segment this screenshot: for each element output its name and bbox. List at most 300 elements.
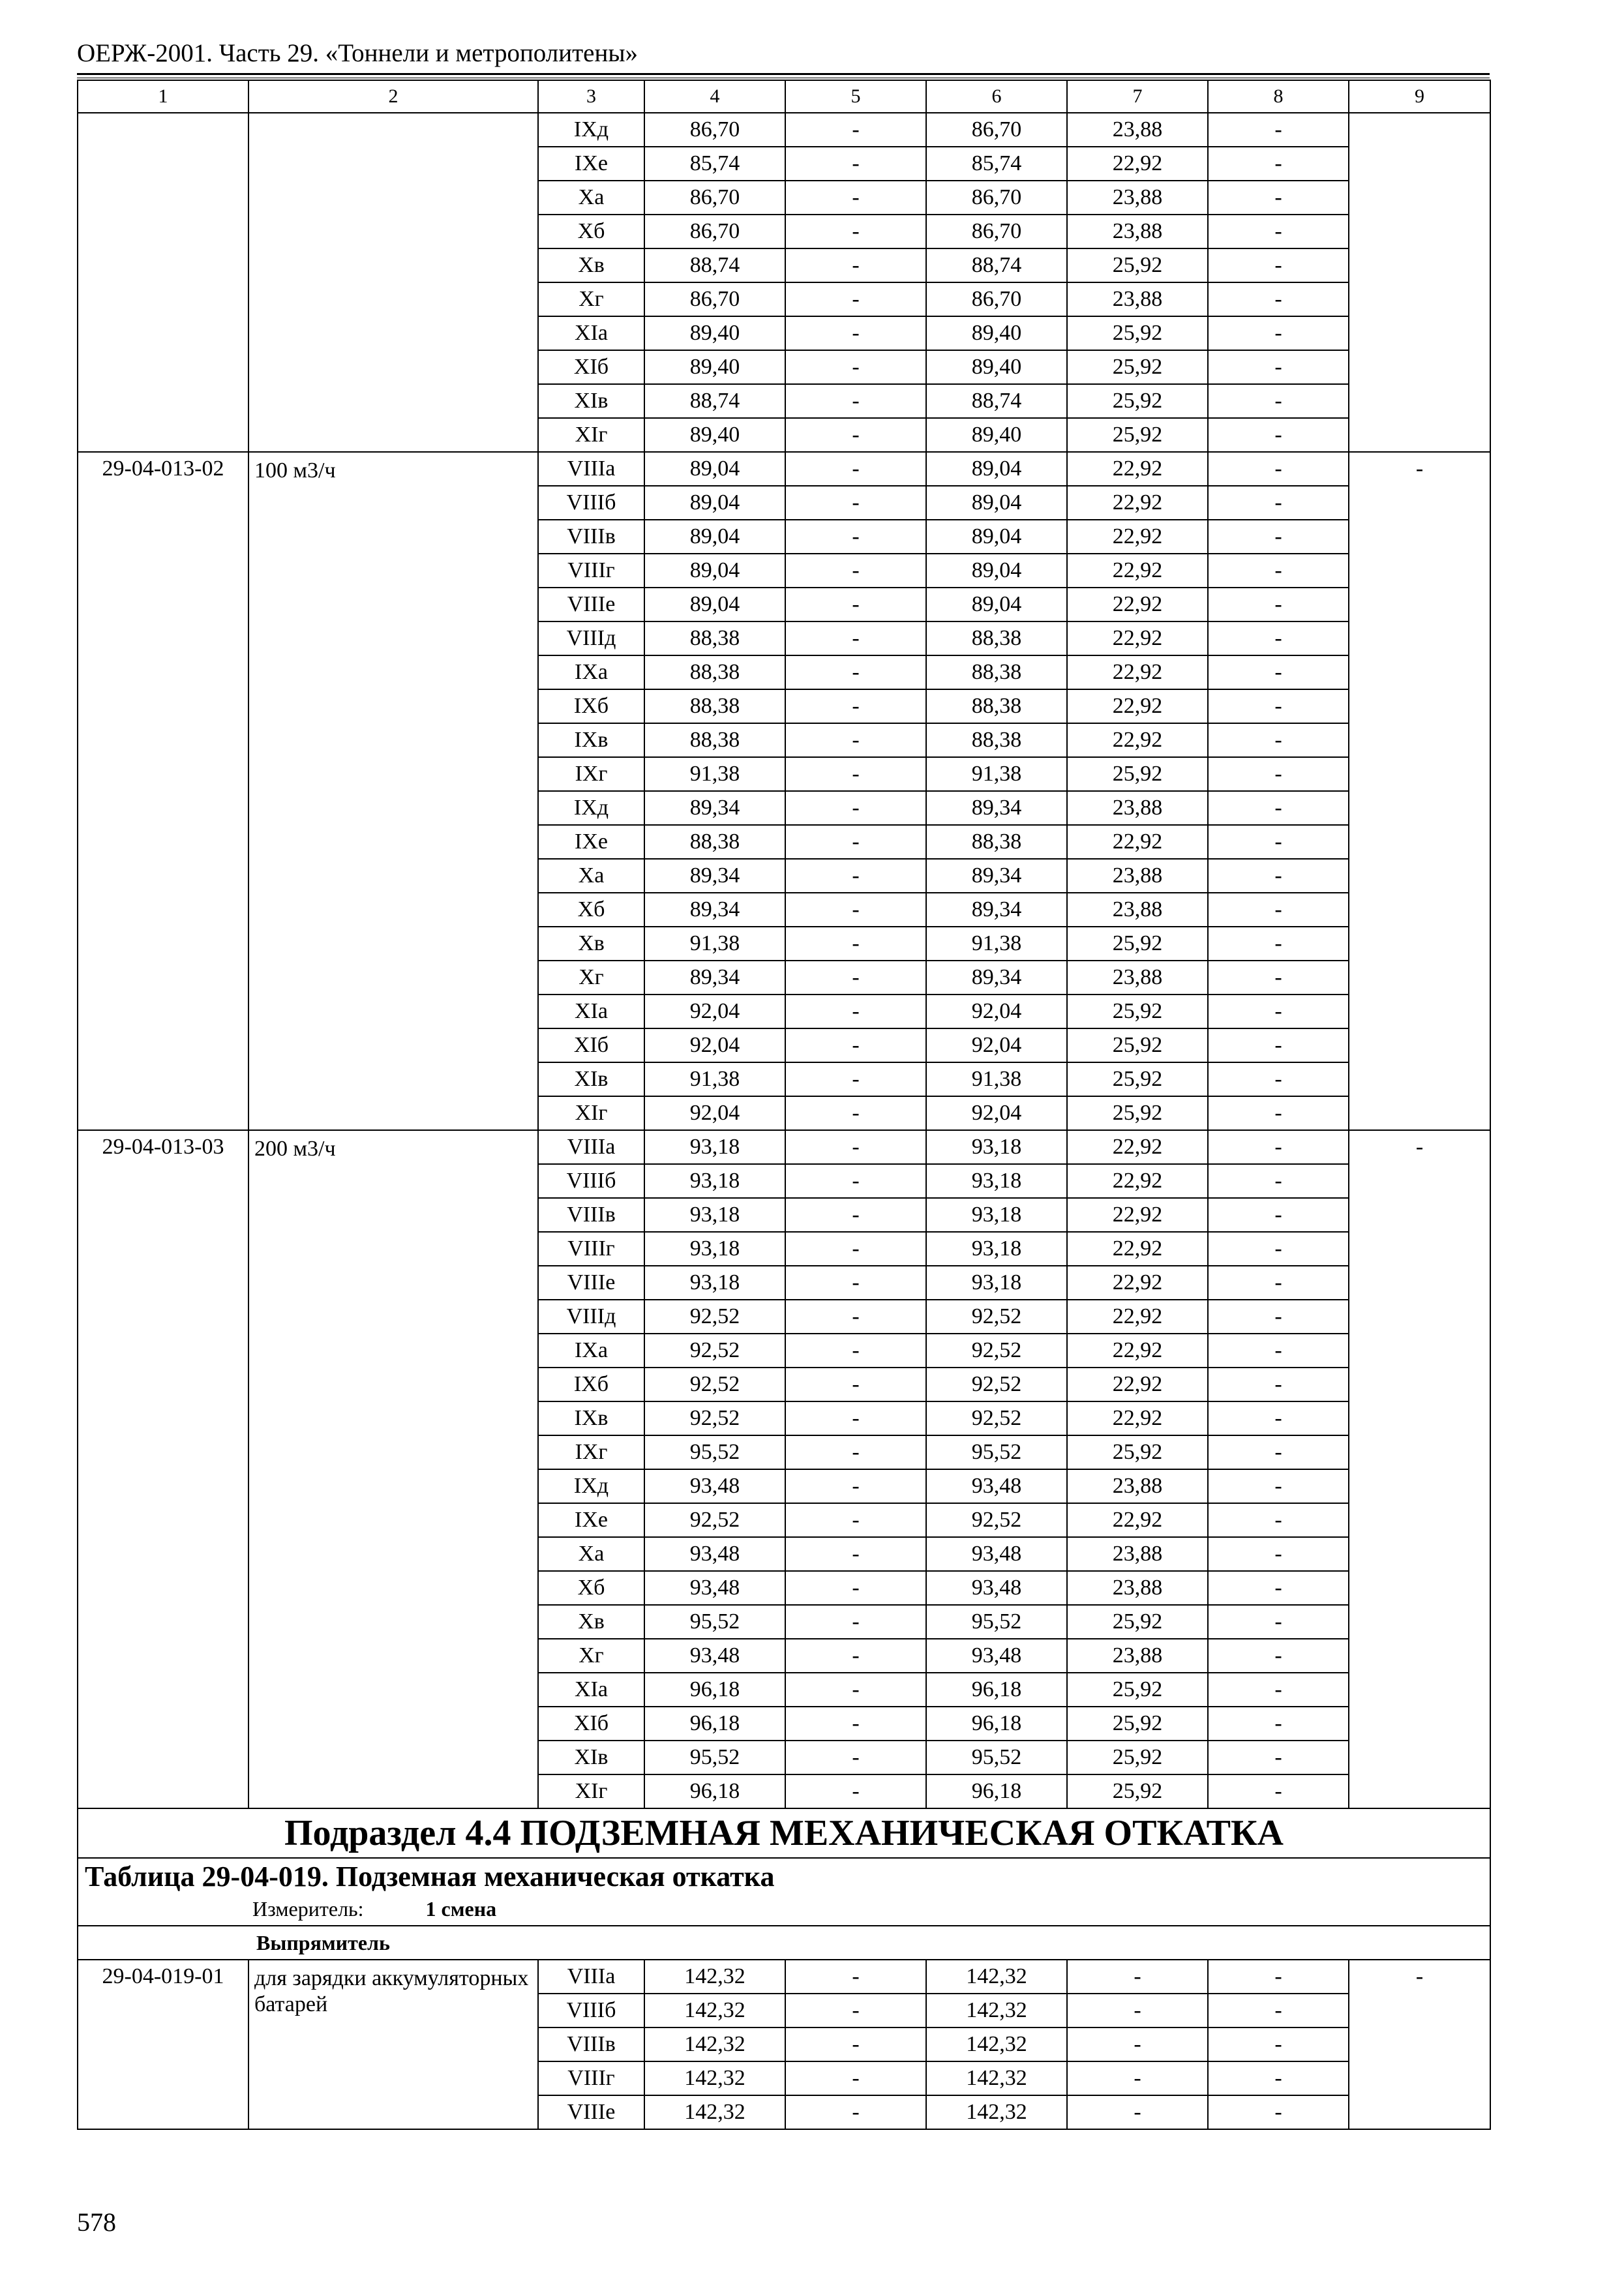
zone-cell: XIг [538, 1096, 644, 1130]
price-cell: 96,18 [644, 1673, 785, 1707]
price-cell: 89,40 [644, 316, 785, 350]
col7-cell: 22,92 [1067, 689, 1208, 723]
col8-cell: - [1208, 1469, 1349, 1503]
zone-cell: VIIIе [538, 2095, 644, 2129]
price-cell: 88,38 [644, 655, 785, 689]
col5-cell: - [785, 282, 926, 316]
col7-cell: 22,92 [1067, 1266, 1208, 1300]
price-cell: 92,52 [644, 1503, 785, 1537]
col6-cell: 142,32 [926, 2027, 1067, 2061]
col5-cell: - [785, 1605, 926, 1639]
zone-cell: Xг [538, 961, 644, 995]
col6-cell: 88,38 [926, 621, 1067, 655]
col8-cell: - [1208, 1164, 1349, 1198]
col6-cell: 91,38 [926, 927, 1067, 961]
price-cell: 96,18 [644, 1774, 785, 1808]
zone-cell: VIIIа [538, 1130, 644, 1164]
col5-cell: - [785, 2095, 926, 2129]
price-cell: 88,38 [644, 689, 785, 723]
col6-cell: 95,52 [926, 1741, 1067, 1774]
price-cell: 95,52 [644, 1435, 785, 1469]
col8-cell: - [1208, 1571, 1349, 1605]
col7-cell: 22,92 [1067, 1334, 1208, 1368]
col5-cell: - [785, 995, 926, 1028]
table-row [78, 1960, 1490, 1994]
col6-cell: 88,74 [926, 384, 1067, 418]
price-cell: 89,40 [644, 350, 785, 384]
col6-cell: 96,18 [926, 1673, 1067, 1707]
col6-cell: 93,48 [926, 1639, 1067, 1673]
price-cell: 86,70 [644, 113, 785, 147]
column-number-cell: 5 [785, 80, 926, 113]
price-cell: 88,38 [644, 825, 785, 859]
col7-cell: 23,88 [1067, 859, 1208, 893]
price-cell: 93,18 [644, 1266, 785, 1300]
column-number-cell: 7 [1067, 80, 1208, 113]
col6-cell: 88,38 [926, 723, 1067, 757]
col6-cell: 92,04 [926, 995, 1067, 1028]
name-cell: 100 м3/ч [248, 452, 538, 1130]
zone-cell: Xв [538, 248, 644, 282]
zone-cell: Xа [538, 1537, 644, 1571]
price-cell: 92,04 [644, 1096, 785, 1130]
col6-cell: 88,38 [926, 655, 1067, 689]
price-cell: 89,34 [644, 961, 785, 995]
col8-cell: - [1208, 215, 1349, 248]
zone-cell: XIа [538, 1673, 644, 1707]
price-cell: 88,38 [644, 723, 785, 757]
col7-cell: - [1067, 2095, 1208, 2129]
col7-cell: - [1067, 2027, 1208, 2061]
col7-cell: 25,92 [1067, 248, 1208, 282]
zone-cell: VIIIв [538, 2027, 644, 2061]
col7-cell: - [1067, 2061, 1208, 2095]
col6-cell: 93,18 [926, 1130, 1067, 1164]
col8-cell: - [1208, 1062, 1349, 1096]
col6-cell: 92,52 [926, 1300, 1067, 1334]
zone-cell: Xб [538, 215, 644, 248]
col5-cell: - [785, 520, 926, 554]
code-cell: 29-04-013-03 [78, 1130, 248, 1808]
zone-cell: VIIIб [538, 1164, 644, 1198]
price-cell: 89,04 [644, 452, 785, 486]
col9-cell [1349, 113, 1490, 452]
col7-cell: 23,88 [1067, 282, 1208, 316]
col7-cell: 25,92 [1067, 1673, 1208, 1707]
col7-cell: 23,88 [1067, 1639, 1208, 1673]
price-cell: 92,04 [644, 995, 785, 1028]
col6-cell: 142,32 [926, 1994, 1067, 2027]
col7-cell: 22,92 [1067, 588, 1208, 621]
col6-cell: 85,74 [926, 147, 1067, 181]
price-cell: 88,74 [644, 248, 785, 282]
col5-cell: - [785, 384, 926, 418]
col9-cell: - [1349, 452, 1490, 1130]
price-cell: 93,18 [644, 1232, 785, 1266]
col6-cell: 91,38 [926, 1062, 1067, 1096]
col5-cell: - [785, 1673, 926, 1707]
col5-cell: - [785, 893, 926, 927]
zone-cell: IXд [538, 1469, 644, 1503]
col8-cell: - [1208, 1605, 1349, 1639]
col8-cell: - [1208, 316, 1349, 350]
col6-cell: 86,70 [926, 215, 1067, 248]
col8-cell: - [1208, 1639, 1349, 1673]
col7-cell: 23,88 [1067, 791, 1208, 825]
col6-cell: 92,52 [926, 1368, 1067, 1401]
col6-cell: 93,48 [926, 1469, 1067, 1503]
col5-cell: - [785, 859, 926, 893]
col8-cell: - [1208, 520, 1349, 554]
col5-cell: - [785, 1707, 926, 1741]
col7-cell: 25,92 [1067, 927, 1208, 961]
col8-cell: - [1208, 1741, 1349, 1774]
col5-cell: - [785, 825, 926, 859]
col6-cell: 89,40 [926, 316, 1067, 350]
col6-cell: 93,18 [926, 1232, 1067, 1266]
price-cell: 91,38 [644, 927, 785, 961]
col8-cell: - [1208, 859, 1349, 893]
col5-cell: - [785, 147, 926, 181]
zone-cell: Xа [538, 181, 644, 215]
price-cell: 95,52 [644, 1741, 785, 1774]
col7-cell: 22,92 [1067, 655, 1208, 689]
table-title-row [78, 1858, 1490, 1893]
col5-cell: - [785, 1401, 926, 1435]
column-number-row [78, 80, 1490, 113]
zone-cell: VIIIб [538, 1994, 644, 2027]
subsection-row [78, 1808, 1490, 1858]
column-number-cell: 1 [78, 80, 248, 113]
zone-cell: XIб [538, 1028, 644, 1062]
col8-cell: - [1208, 621, 1349, 655]
zone-cell: Xг [538, 282, 644, 316]
col8-cell: - [1208, 1994, 1349, 2027]
col8-cell: - [1208, 147, 1349, 181]
code-cell: 29-04-013-02 [78, 452, 248, 1130]
col8-cell: - [1208, 1401, 1349, 1435]
col7-cell: 22,92 [1067, 1232, 1208, 1266]
col6-cell: 89,34 [926, 859, 1067, 893]
col8-cell: - [1208, 486, 1349, 520]
col7-cell: 25,92 [1067, 1096, 1208, 1130]
col8-cell: - [1208, 689, 1349, 723]
price-cell: 93,18 [644, 1164, 785, 1198]
col6-cell: 96,18 [926, 1774, 1067, 1808]
col5-cell: - [785, 757, 926, 791]
col5-cell: - [785, 350, 926, 384]
zone-cell: Xв [538, 1605, 644, 1639]
price-cell: 86,70 [644, 215, 785, 248]
col5-cell: - [785, 554, 926, 588]
col8-cell: - [1208, 2061, 1349, 2095]
col8-cell: - [1208, 1673, 1349, 1707]
col7-cell: 22,92 [1067, 1503, 1208, 1537]
col6-cell: 95,52 [926, 1605, 1067, 1639]
zone-cell: IXб [538, 1368, 644, 1401]
col7-cell: 22,92 [1067, 486, 1208, 520]
price-cell: 142,32 [644, 2095, 785, 2129]
col6-cell: 93,18 [926, 1266, 1067, 1300]
col7-cell: 23,88 [1067, 181, 1208, 215]
col5-cell: - [785, 1368, 926, 1401]
group-title-row [78, 1926, 1490, 1960]
price-cell: 89,04 [644, 520, 785, 554]
col7-cell: 22,92 [1067, 825, 1208, 859]
price-cell: 91,38 [644, 757, 785, 791]
price-cell: 89,04 [644, 554, 785, 588]
price-cell: 89,04 [644, 486, 785, 520]
col6-cell: 92,04 [926, 1028, 1067, 1062]
col6-cell: 89,04 [926, 588, 1067, 621]
price-cell: 92,52 [644, 1300, 785, 1334]
col6-cell: 89,04 [926, 486, 1067, 520]
col6-cell: 92,52 [926, 1401, 1067, 1435]
col6-cell: 86,70 [926, 181, 1067, 215]
col6-cell: 92,52 [926, 1334, 1067, 1368]
col6-cell: 93,48 [926, 1571, 1067, 1605]
col6-cell: 88,38 [926, 825, 1067, 859]
col5-cell: - [785, 1028, 926, 1062]
col7-cell: 22,92 [1067, 520, 1208, 554]
col7-cell: 22,92 [1067, 1130, 1208, 1164]
col6-cell: 89,40 [926, 418, 1067, 452]
col6-cell: 88,74 [926, 248, 1067, 282]
col5-cell: - [785, 1537, 926, 1571]
zone-cell: Xб [538, 893, 644, 927]
zone-cell: VIIIг [538, 554, 644, 588]
col7-cell: 25,92 [1067, 418, 1208, 452]
col5-cell: - [785, 723, 926, 757]
zone-cell: IXг [538, 757, 644, 791]
col6-cell: 142,32 [926, 2061, 1067, 2095]
col6-cell: 95,52 [926, 1435, 1067, 1469]
col5-cell: - [785, 486, 926, 520]
price-cell: 93,18 [644, 1130, 785, 1164]
col8-cell: - [1208, 723, 1349, 757]
zone-cell: XIб [538, 350, 644, 384]
price-cell: 86,70 [644, 282, 785, 316]
zone-cell: Xг [538, 1639, 644, 1673]
price-cell: 92,04 [644, 1028, 785, 1062]
col7-cell: 23,88 [1067, 1537, 1208, 1571]
name-cell: для зарядки аккумуляторных батарей [248, 1960, 538, 2129]
zone-cell: XIб [538, 1707, 644, 1741]
price-cell: 89,34 [644, 859, 785, 893]
col8-cell: - [1208, 554, 1349, 588]
col8-cell: - [1208, 1232, 1349, 1266]
price-cell: 93,48 [644, 1537, 785, 1571]
table-title: Таблица 29-04-019. Подземная механическая откатка [78, 1858, 1490, 1893]
col5-cell: - [785, 1334, 926, 1368]
col7-cell: 25,92 [1067, 1774, 1208, 1808]
price-cell: 93,48 [644, 1469, 785, 1503]
price-cell: 142,32 [644, 1960, 785, 1994]
col8-cell: - [1208, 1198, 1349, 1232]
price-cell: 93,18 [644, 1198, 785, 1232]
col6-cell: 86,70 [926, 282, 1067, 316]
col5-cell: - [785, 1960, 926, 1994]
zone-cell: XIв [538, 384, 644, 418]
col6-cell: 89,04 [926, 520, 1067, 554]
zone-cell: XIг [538, 418, 644, 452]
zone-cell: IXд [538, 791, 644, 825]
col5-cell: - [785, 2061, 926, 2095]
col8-cell: - [1208, 1334, 1349, 1368]
zone-cell: IXе [538, 825, 644, 859]
col5-cell: - [785, 418, 926, 452]
col5-cell: - [785, 1435, 926, 1469]
column-number-cell: 8 [1208, 80, 1349, 113]
col8-cell: - [1208, 282, 1349, 316]
col5-cell: - [785, 181, 926, 215]
col7-cell: 25,92 [1067, 995, 1208, 1028]
col8-cell: - [1208, 1503, 1349, 1537]
group-title: Выпрямитель [78, 1926, 1490, 1960]
col7-cell: 23,88 [1067, 215, 1208, 248]
zone-cell: Xб [538, 1571, 644, 1605]
col6-cell: 89,04 [926, 554, 1067, 588]
rates-table-body [78, 80, 1490, 2129]
col6-cell: 89,34 [926, 893, 1067, 927]
col5-cell: - [785, 588, 926, 621]
col7-cell: 25,92 [1067, 1062, 1208, 1096]
price-cell: 92,52 [644, 1368, 785, 1401]
col7-cell: 22,92 [1067, 147, 1208, 181]
price-cell: 89,40 [644, 418, 785, 452]
col6-cell: 93,18 [926, 1198, 1067, 1232]
col8-cell: - [1208, 384, 1349, 418]
col8-cell: - [1208, 1266, 1349, 1300]
price-cell: 95,52 [644, 1605, 785, 1639]
col7-cell: 22,92 [1067, 723, 1208, 757]
col5-cell: - [785, 1639, 926, 1673]
zone-cell: VIIIб [538, 486, 644, 520]
col8-cell: - [1208, 248, 1349, 282]
table-row [78, 452, 1490, 486]
col6-cell: 89,04 [926, 452, 1067, 486]
col5-cell: - [785, 655, 926, 689]
header-rule [77, 73, 1490, 75]
zone-cell: VIIIд [538, 1300, 644, 1334]
zone-cell: IXб [538, 689, 644, 723]
zone-cell: XIв [538, 1062, 644, 1096]
col7-cell: 22,92 [1067, 1198, 1208, 1232]
price-cell: 92,52 [644, 1401, 785, 1435]
col7-cell: 23,88 [1067, 961, 1208, 995]
code-cell [78, 113, 248, 452]
col7-cell: 22,92 [1067, 1164, 1208, 1198]
col8-cell: - [1208, 1368, 1349, 1401]
col6-cell: 89,40 [926, 350, 1067, 384]
zone-cell: IXг [538, 1435, 644, 1469]
col7-cell: 25,92 [1067, 316, 1208, 350]
zone-cell: VIIIд [538, 621, 644, 655]
col5-cell: - [785, 1994, 926, 2027]
subsection-title: Подраздел 4.4 ПОДЗЕМНАЯ МЕХАНИЧЕСКАЯ ОТКАТКА [78, 1808, 1490, 1858]
col6-cell: 93,18 [926, 1164, 1067, 1198]
col6-cell: 91,38 [926, 757, 1067, 791]
page-header: ОЕРЖ-2001. Часть 29. «Тоннели и метрополитены» [77, 39, 639, 67]
col6-cell: 96,18 [926, 1707, 1067, 1741]
measure-label: Измеритель: [252, 1897, 364, 1921]
zone-cell: VIIIв [538, 1198, 644, 1232]
col8-cell: - [1208, 825, 1349, 859]
col5-cell: - [785, 1469, 926, 1503]
col8-cell: - [1208, 961, 1349, 995]
column-number-cell: 9 [1349, 80, 1490, 113]
col7-cell: 25,92 [1067, 1028, 1208, 1062]
col5-cell: - [785, 961, 926, 995]
col5-cell: - [785, 1096, 926, 1130]
col8-cell: - [1208, 181, 1349, 215]
col9-cell: - [1349, 1960, 1490, 2129]
col7-cell: 22,92 [1067, 1368, 1208, 1401]
col7-cell: 25,92 [1067, 1741, 1208, 1774]
price-cell: 142,32 [644, 2061, 785, 2095]
col5-cell: - [785, 621, 926, 655]
zone-cell: IXе [538, 1503, 644, 1537]
price-cell: 142,32 [644, 2027, 785, 2061]
col5-cell: - [785, 1774, 926, 1808]
col6-cell: 142,32 [926, 1960, 1067, 1994]
col7-cell: 22,92 [1067, 1300, 1208, 1334]
col5-cell: - [785, 1503, 926, 1537]
col8-cell: - [1208, 350, 1349, 384]
col8-cell: - [1208, 655, 1349, 689]
price-cell: 92,52 [644, 1334, 785, 1368]
price-cell: 89,34 [644, 791, 785, 825]
zone-cell: VIIIе [538, 1266, 644, 1300]
col6-cell: 92,52 [926, 1503, 1067, 1537]
price-cell: 93,48 [644, 1571, 785, 1605]
column-number-cell: 4 [644, 80, 785, 113]
col5-cell: - [785, 248, 926, 282]
zone-cell: VIIIе [538, 588, 644, 621]
col5-cell: - [785, 1164, 926, 1198]
col5-cell: - [785, 1300, 926, 1334]
col6-cell: 88,38 [926, 689, 1067, 723]
zone-cell: IXа [538, 1334, 644, 1368]
col5-cell: - [785, 1741, 926, 1774]
column-number-cell: 3 [538, 80, 644, 113]
zone-cell: IXа [538, 655, 644, 689]
zone-cell: IXв [538, 1401, 644, 1435]
col6-cell: 89,34 [926, 791, 1067, 825]
zone-cell: XIа [538, 995, 644, 1028]
col5-cell: - [785, 452, 926, 486]
col6-cell: 89,34 [926, 961, 1067, 995]
col8-cell: - [1208, 995, 1349, 1028]
col7-cell: 22,92 [1067, 554, 1208, 588]
measure-cell [78, 1893, 1490, 1926]
zone-cell: VIIIа [538, 1960, 644, 1994]
col7-cell: 23,88 [1067, 1571, 1208, 1605]
zone-cell: XIа [538, 316, 644, 350]
col8-cell: - [1208, 1707, 1349, 1741]
col6-cell: 86,70 [926, 113, 1067, 147]
zone-cell: IXд [538, 113, 644, 147]
col8-cell: - [1208, 791, 1349, 825]
col8-cell: - [1208, 1130, 1349, 1164]
price-cell: 88,38 [644, 621, 785, 655]
col8-cell: - [1208, 452, 1349, 486]
rates-table [77, 80, 1491, 2130]
zone-cell: VIIIг [538, 1232, 644, 1266]
page-number: 578 [77, 2207, 116, 2237]
name-cell [248, 113, 538, 452]
col8-cell: - [1208, 113, 1349, 147]
